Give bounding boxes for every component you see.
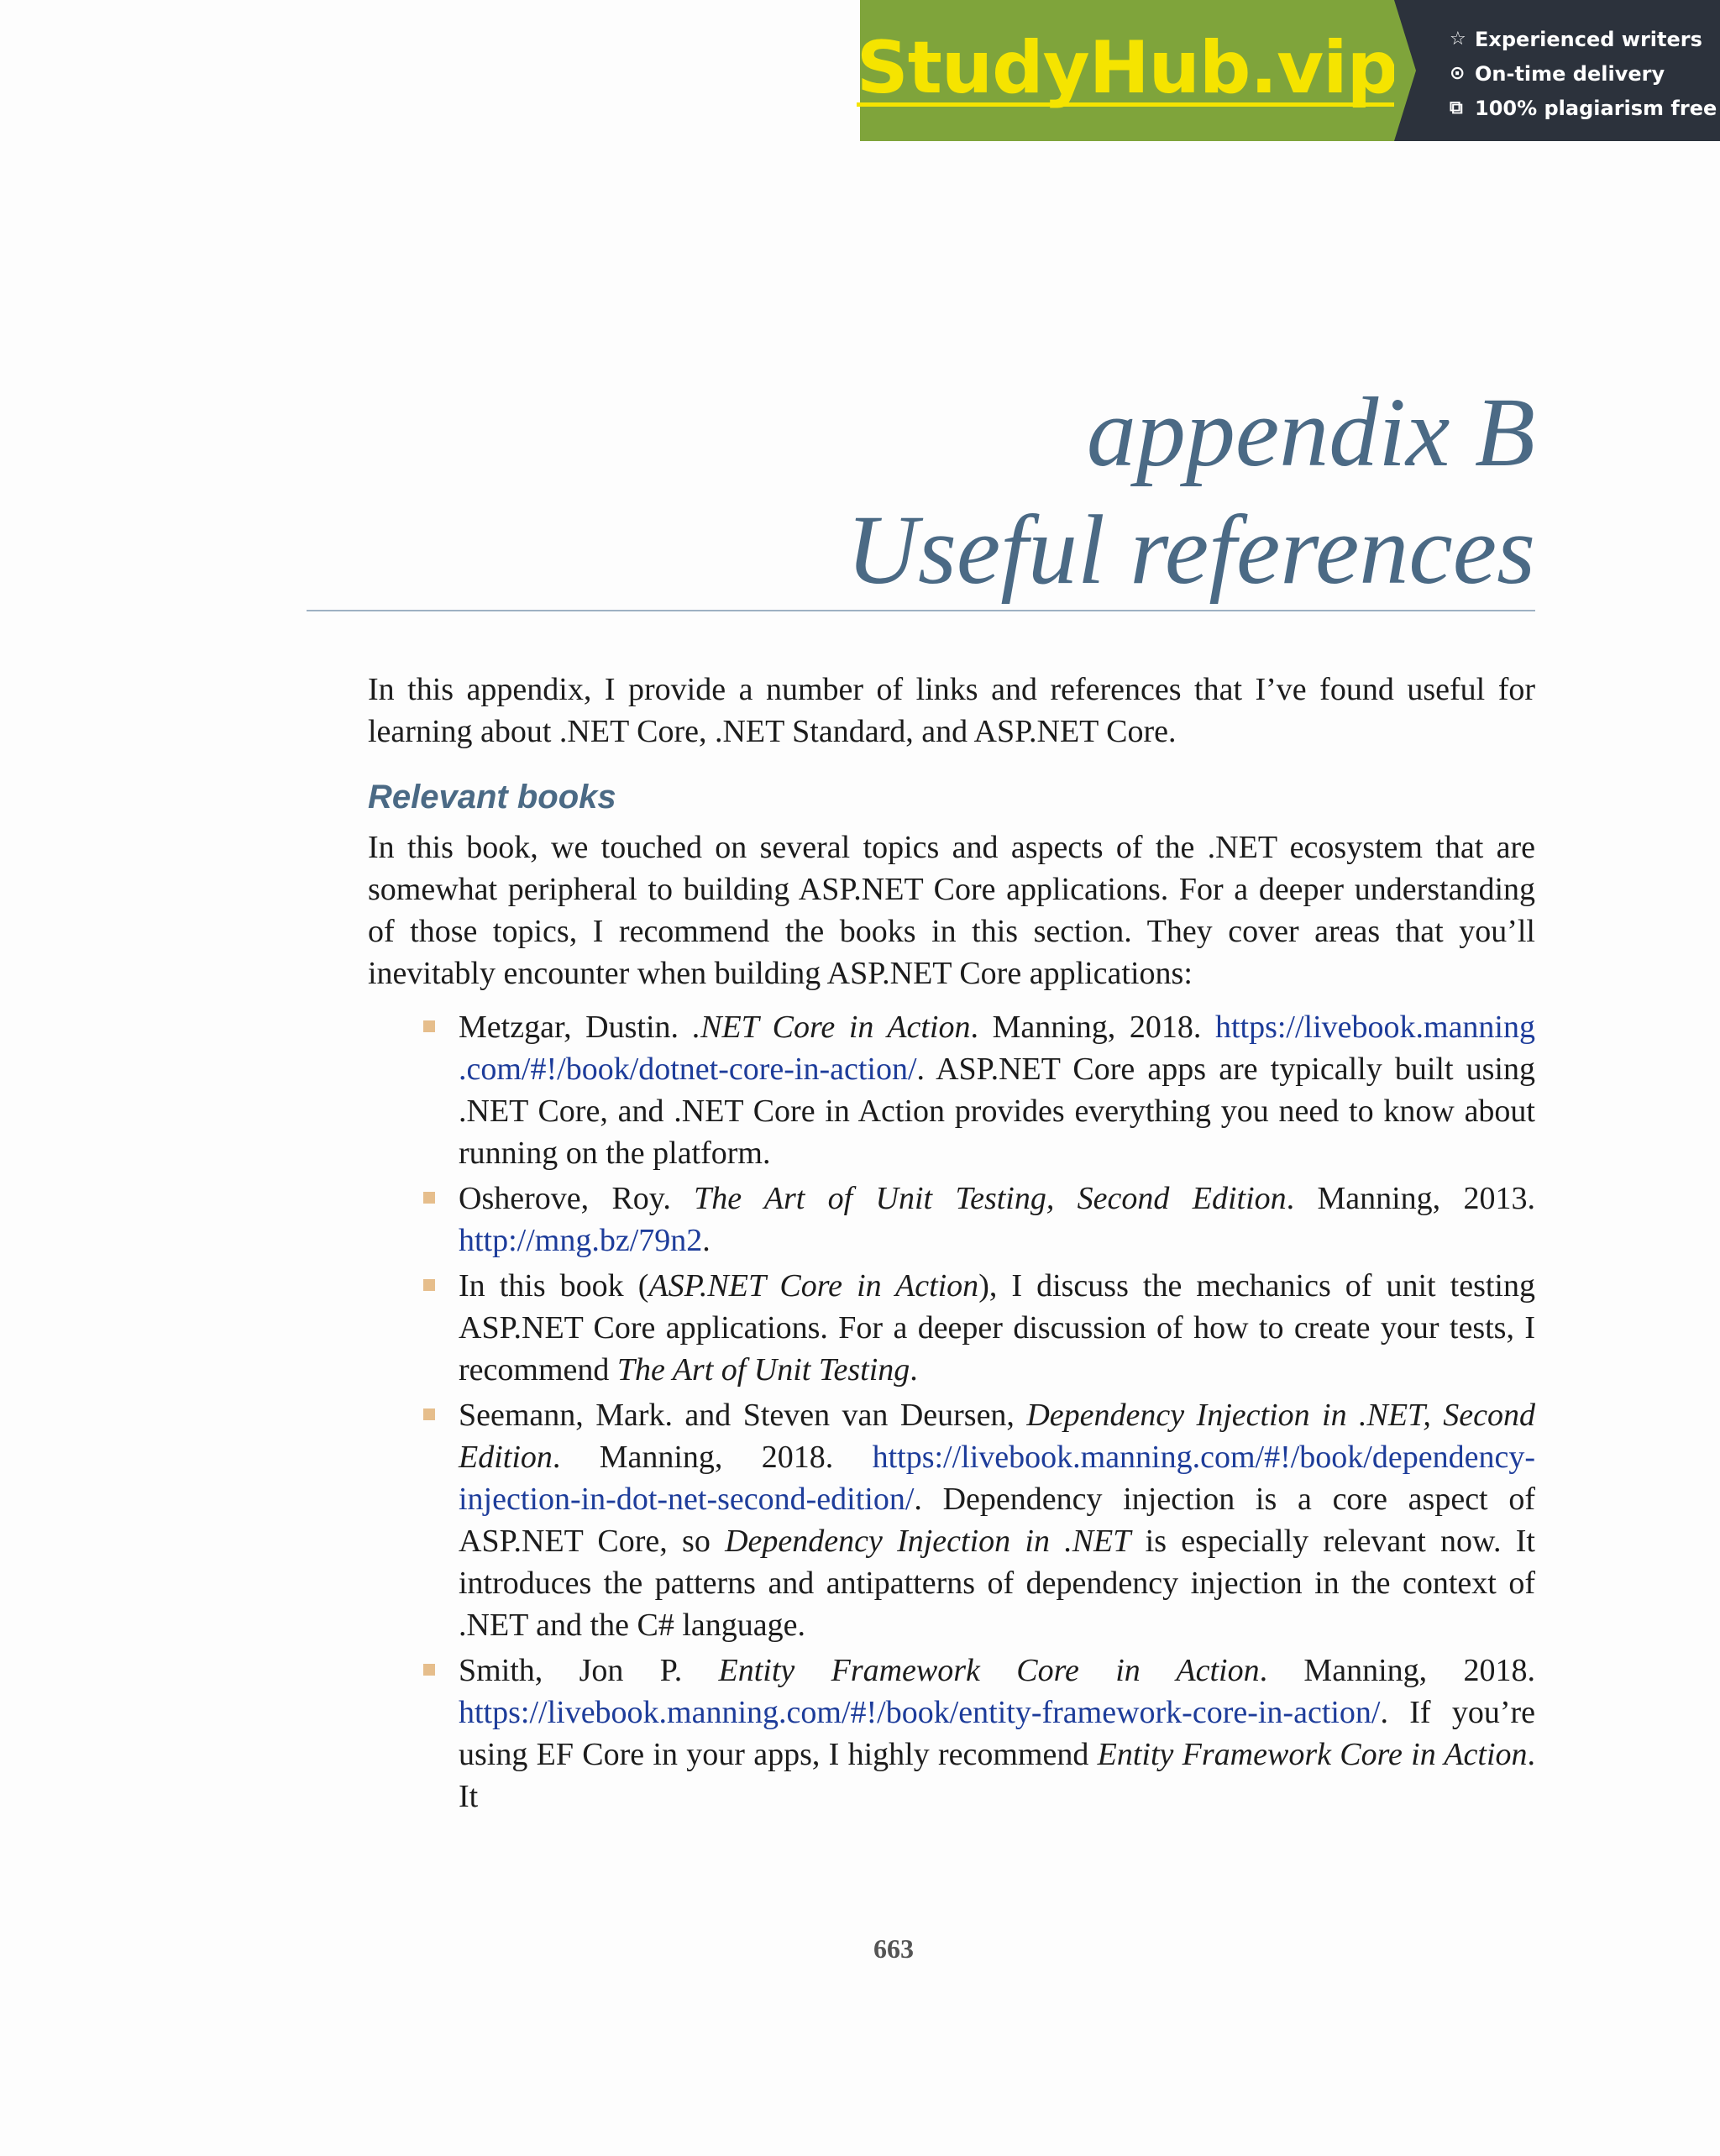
section-paragraph: In this book, we touched on several topics and aspects of the .NET ecosystem that are somewhat peripheral to building ASP.NET Core applications. For a deeper understanding of those topics, I recommend the books in this section. They cover areas that you’ll inevitably encounter when building ASP.NET Core applications:	[368, 830, 1535, 991]
ref-text: . Manning, 2018.	[552, 1440, 873, 1475]
book-title: The Art of Unit Testing	[616, 1352, 910, 1387]
appendix-title: Useful references	[846, 495, 1535, 605]
ref-text: In this book (	[459, 1268, 649, 1304]
book-link[interactable]: https://livebook.manning.com/#!/book/entity-framework-core-in-action/	[459, 1695, 1381, 1730]
book-link[interactable]: https://livebook.manning .com/#!/book/dotnet-core-in-action/	[459, 1010, 1535, 1087]
banner-features	[1394, 0, 1720, 141]
ref-text: . Manning, 2018.	[970, 1010, 1215, 1045]
appendix-label: appendix B	[1086, 377, 1535, 487]
ref-text: Metzgar, Dustin.	[459, 1010, 693, 1045]
chapter-title	[847, 370, 1535, 605]
book-title: Dependency Injection in .NET	[725, 1524, 1131, 1559]
feature-label: 100% plagiarism free	[1475, 96, 1717, 120]
feature-item	[1450, 22, 1720, 56]
ref-text: Osherove, Roy.	[459, 1181, 695, 1216]
bullet-marker	[423, 1664, 435, 1676]
list-item	[459, 1006, 1535, 1174]
page-number: 663	[873, 1933, 914, 1964]
clock-icon: ⊙	[1450, 63, 1466, 84]
intro-paragraph: In this appendix, I provide a number of links and references that I’ve found useful for learning about .NET Core, .NET Standard, and ASP.NET Core.	[368, 672, 1535, 749]
ref-text: . Dependency injection is a core aspect of ASP.NET Core, so	[459, 1482, 1535, 1559]
list-item	[459, 1265, 1535, 1391]
book-title: Entity Framework Core in Action	[1097, 1737, 1528, 1772]
ref-text: . Manning, 2013.	[1286, 1181, 1535, 1216]
book-link[interactable]: https://livebook.manning.com/#!/book/dependency-injection-in-dot-net-second-edition/	[459, 1440, 1535, 1517]
book-title: The Art of Unit Testing, Second Edition	[694, 1181, 1287, 1216]
list-item	[459, 1650, 1535, 1818]
page-body	[368, 669, 1535, 1821]
ad-banner[interactable]	[856, 0, 1720, 141]
feature-label: On-time delivery	[1475, 61, 1665, 86]
ref-text: . ASP.NET Core apps are typically built using .NET Core, and .NET Core in Action provides everything you need to know about running on the platform.	[459, 1052, 1535, 1171]
list-item	[459, 1178, 1535, 1262]
ref-text: .	[910, 1352, 918, 1387]
bullet-marker	[423, 1408, 435, 1420]
star-icon: ☆	[1450, 29, 1466, 50]
ref-text: Smith, Jon P.	[459, 1653, 719, 1688]
brand-logo: StudyHub.vip	[856, 25, 1398, 110]
feature-label: Experienced writers	[1475, 27, 1702, 51]
bullet-marker	[423, 1192, 435, 1204]
feature-item	[1450, 56, 1720, 91]
ref-text: ), I discuss the mechanics of unit testing ASP.NET Core applications. For a deeper discussion of how to create your tests, I recommend	[459, 1268, 1535, 1387]
book-title: ASP.NET Core in Action	[648, 1268, 979, 1304]
ref-text: . If you’re using EF Core in your apps, I highly recommend	[459, 1695, 1535, 1772]
book-title: Dependency Injection in .NET, Second Edition	[459, 1398, 1536, 1475]
list-item	[459, 1394, 1535, 1646]
section-heading: Relevant books	[368, 779, 616, 816]
ref-text: .	[702, 1223, 711, 1258]
bullet-marker	[423, 1020, 435, 1032]
book-link[interactable]: http://mng.bz/79n2	[459, 1223, 703, 1258]
ref-text: . It	[459, 1737, 1535, 1814]
book-title: .NET Core in Action	[692, 1010, 971, 1045]
ref-text: . Manning, 2018.	[1259, 1653, 1535, 1688]
bullet-marker	[423, 1279, 435, 1291]
banner-brand-panel	[856, 0, 1398, 141]
book-title: Entity Framework Core in Action	[718, 1653, 1260, 1688]
ref-text: Seemann, Mark. and Steven van Deursen,	[459, 1398, 1027, 1433]
reference-list	[368, 1006, 1535, 1818]
feature-item	[1450, 91, 1720, 125]
copy-icon: ⧉	[1450, 97, 1463, 118]
ref-text: is especially relevant now. It introduces the patterns and antipatterns of dependency injection in the context of .NET and the C# language.	[459, 1524, 1535, 1643]
title-rule	[307, 610, 1535, 611]
